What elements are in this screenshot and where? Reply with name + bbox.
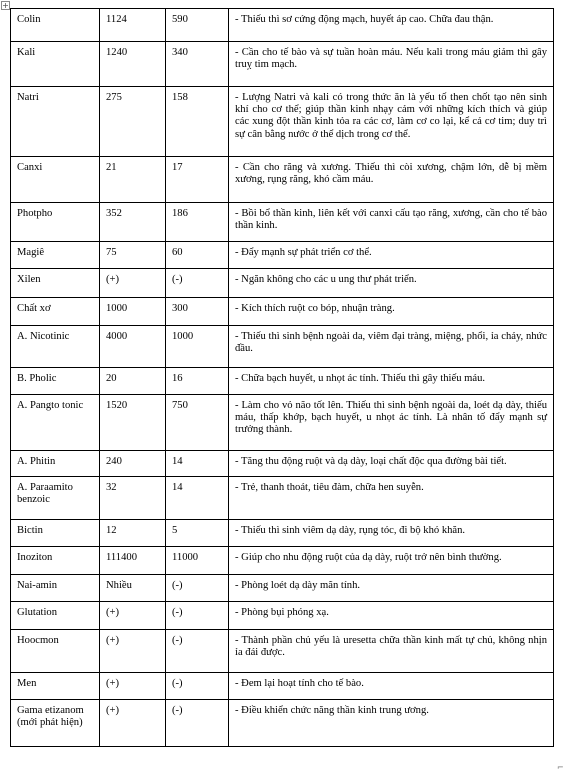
value-2: 5 <box>166 520 229 547</box>
table-row <box>11 298 554 326</box>
table-row <box>11 520 554 547</box>
nutrient-name: A. Phitin <box>11 451 100 477</box>
value-1: 352 <box>100 203 166 242</box>
table-move-handle[interactable]: + <box>2 1 9 10</box>
value-2: 11000 <box>166 547 229 575</box>
value-1: 275 <box>100 87 166 157</box>
value-2: 17 <box>166 157 229 203</box>
table-row <box>11 477 554 520</box>
nutrient-name: Inoziton <box>11 547 100 575</box>
value-2: 60 <box>166 242 229 269</box>
value-1: 111400 <box>100 547 166 575</box>
value-1: 1124 <box>100 9 166 42</box>
table-row <box>11 700 554 747</box>
nutrient-description: - Giúp cho nhu động ruột của dạ dày, ruột trở nên bình thường. <box>229 547 554 575</box>
value-1: 4000 <box>100 326 166 368</box>
value-2: 300 <box>166 298 229 326</box>
value-1: (+) <box>100 700 166 747</box>
nutrient-table <box>10 8 554 747</box>
nutrient-name: Colin <box>11 9 100 42</box>
value-1: Nhiều <box>100 575 166 602</box>
nutrient-name: Bictin <box>11 520 100 547</box>
nutrient-description: - Tăng thu động ruột và dạ dày, loại chất độc qua đường bài tiết. <box>229 451 554 477</box>
nutrient-name: Kali <box>11 42 100 87</box>
table-row <box>11 673 554 700</box>
nutrient-name: Gama etizanom (mới phát hiện) <box>11 700 100 747</box>
value-1: 12 <box>100 520 166 547</box>
table-row <box>11 242 554 269</box>
value-1: (+) <box>100 630 166 673</box>
nutrient-description: - Phòng bụi phóng xạ. <box>229 602 554 630</box>
nutrient-name: Nai-amin <box>11 575 100 602</box>
nutrient-description: - Ngăn không cho các u ung thư phát triển. <box>229 269 554 298</box>
value-1: (+) <box>100 673 166 700</box>
value-2: 1000 <box>166 326 229 368</box>
table-row <box>11 602 554 630</box>
nutrient-name: Men <box>11 673 100 700</box>
value-2: (-) <box>166 575 229 602</box>
table-row <box>11 630 554 673</box>
value-2: 590 <box>166 9 229 42</box>
table-row <box>11 547 554 575</box>
value-1: 1000 <box>100 298 166 326</box>
nutrient-name: Glutation <box>11 602 100 630</box>
value-2: (-) <box>166 269 229 298</box>
nutrient-description: - Thiếu thì sinh viêm dạ dày, rụng tóc, đi bộ khó khăn. <box>229 520 554 547</box>
table-row <box>11 203 554 242</box>
value-1: (+) <box>100 269 166 298</box>
nutrient-description: - Trẻ, thanh thoát, tiêu đàm, chữa hen suyễn. <box>229 477 554 520</box>
nutrient-description: - Đẩy mạnh sự phát triển cơ thể. <box>229 242 554 269</box>
value-1: 75 <box>100 242 166 269</box>
nutrient-description: - Điều khiển chức năng thần kinh trung ương. <box>229 700 554 747</box>
value-2: 158 <box>166 87 229 157</box>
table-row <box>11 575 554 602</box>
value-2: 16 <box>166 368 229 395</box>
nutrient-name: B. Pholic <box>11 368 100 395</box>
value-2: (-) <box>166 602 229 630</box>
table-row <box>11 326 554 368</box>
nutrient-name: A. Pangto tonic <box>11 395 100 451</box>
nutrient-name: Chất xơ <box>11 298 100 326</box>
nutrient-description: - Cần cho răng và xương. Thiếu thì còi xương, chậm lớn, dễ bị mềm xương, rụng răng, khó cầm máu. <box>229 157 554 203</box>
nutrient-name: Natri <box>11 87 100 157</box>
table-resize-handle[interactable]: ⌐ <box>557 763 564 772</box>
nutrient-name: A. Nicotinic <box>11 326 100 368</box>
nutrient-description: - Chữa bạch huyết, u nhọt ác tính. Thiếu thì gây thiếu máu. <box>229 368 554 395</box>
nutrient-description: - Bồi bổ thần kinh, liên kết với canxi cấu tạo răng, xương, cần cho tế bào thần kinh. <box>229 203 554 242</box>
table-row <box>11 368 554 395</box>
value-2: 14 <box>166 451 229 477</box>
value-1: (+) <box>100 602 166 630</box>
value-1: 1240 <box>100 42 166 87</box>
table-row <box>11 451 554 477</box>
nutrient-name: Photpho <box>11 203 100 242</box>
value-2: (-) <box>166 630 229 673</box>
nutrient-description: - Thành phần chủ yếu là uresetta chữa thần kinh mất tự chủ, không nhịn ỉa đái được. <box>229 630 554 673</box>
nutrient-description: - Thiếu thì sơ cứng động mạch, huyết áp cao. Chữa đau thận. <box>229 9 554 42</box>
nutrient-name: A. Paraamito benzoic <box>11 477 100 520</box>
nutrient-description: - Đem lại hoạt tính cho tế bào. <box>229 673 554 700</box>
value-2: 14 <box>166 477 229 520</box>
value-2: (-) <box>166 673 229 700</box>
value-1: 20 <box>100 368 166 395</box>
nutrient-description: - Kích thích ruột co bóp, nhuận tràng. <box>229 298 554 326</box>
value-2: 340 <box>166 42 229 87</box>
nutrient-description: - Thiếu thì sinh bệnh ngoài da, viêm đại tràng, miệng, phổi, ỉa chảy, nhức đầu. <box>229 326 554 368</box>
value-2: (-) <box>166 700 229 747</box>
table-row <box>11 42 554 87</box>
value-1: 1520 <box>100 395 166 451</box>
value-1: 32 <box>100 477 166 520</box>
table-row <box>11 87 554 157</box>
nutrient-description: - Phòng loét dạ dày mãn tính. <box>229 575 554 602</box>
nutrient-description: - Lượng Natri và kali có trong thức ăn là yếu tố then chốt tạo nên sinh khí cho cơ thể; giúp thần kinh nhạy cảm với những kích thích và giúp các xung đột thần kinh tỏa ra các cơ, làm cơ co lại, kể cả cơ tim; duy trì sự cân bằng nước ở thể dịch trong cơ thể. <box>229 87 554 157</box>
value-2: 186 <box>166 203 229 242</box>
table-row <box>11 395 554 451</box>
nutrient-description: - Cần cho tế bào và sự tuần hoàn máu. Nếu kali trong máu giảm thì gây truỵ tim mạch. <box>229 42 554 87</box>
table-row <box>11 9 554 42</box>
nutrient-name: Canxi <box>11 157 100 203</box>
nutrient-name: Hoocmon <box>11 630 100 673</box>
nutrient-name: Magiê <box>11 242 100 269</box>
table-row <box>11 269 554 298</box>
nutrient-description: - Làm cho vỏ não tốt lên. Thiếu thì sinh bệnh ngoài da, loét dạ dày, thiếu máu, thấp khớp, bạch huyết, u nhọt ác tính. Là nhân tố đẩy mạnh sự trưởng thành. <box>229 395 554 451</box>
nutrient-name: Xilen <box>11 269 100 298</box>
table-row <box>11 157 554 203</box>
value-1: 240 <box>100 451 166 477</box>
value-1: 21 <box>100 157 166 203</box>
value-2: 750 <box>166 395 229 451</box>
